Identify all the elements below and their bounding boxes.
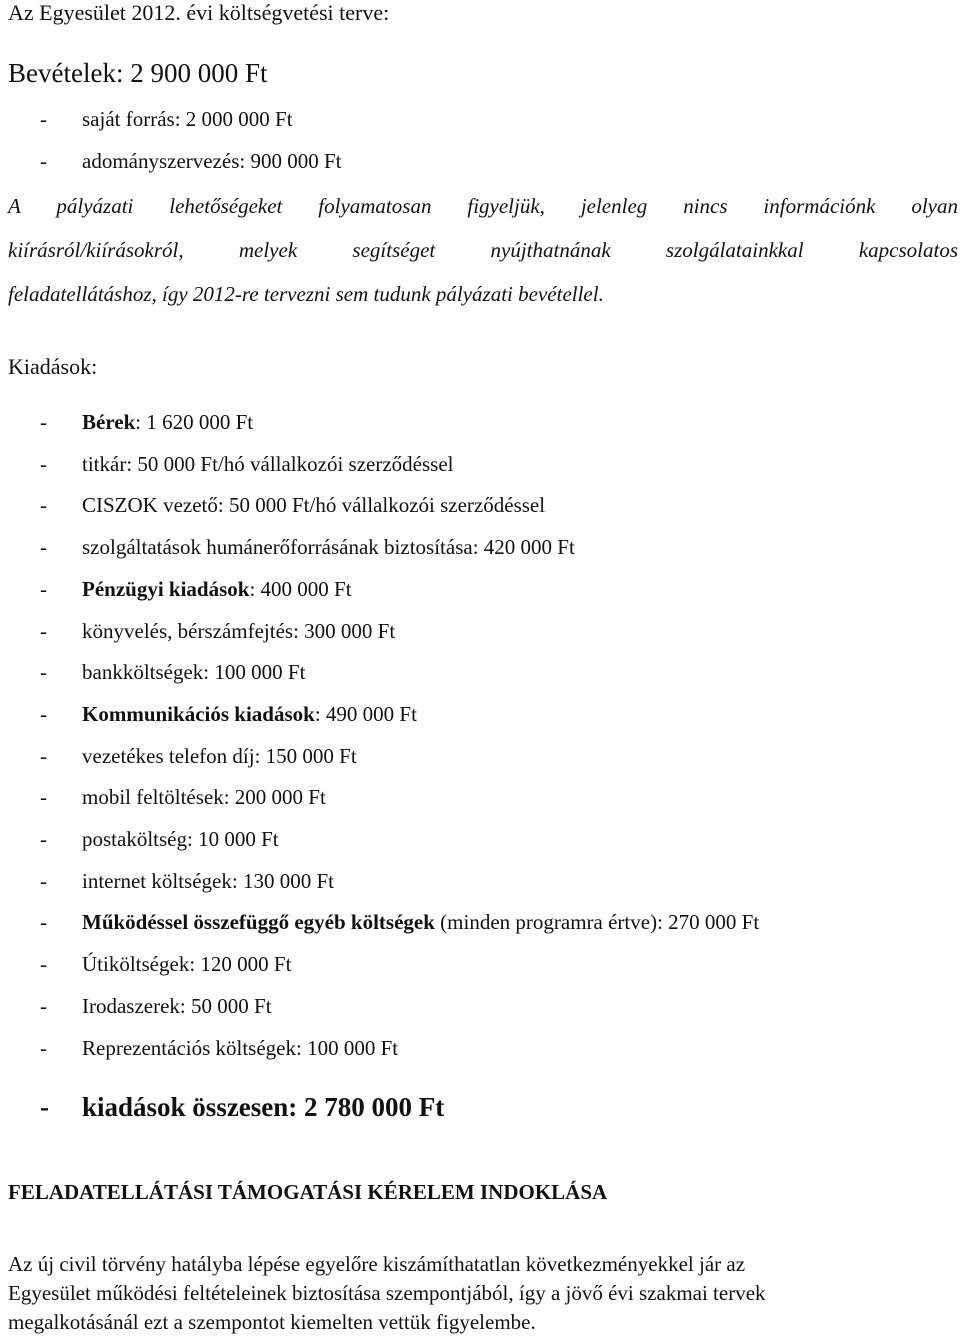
- justification-line: Egyesület működési feltételeinek biztosítása szempontjából, így a jövő évi szakmai tervek: [8, 1281, 766, 1305]
- expense-category-label: Kommunikációs kiadások: [82, 702, 315, 726]
- dash-marker: -: [40, 785, 47, 809]
- expense-item: [40, 743, 357, 769]
- justification-line: Az új civil törvény hatályba lépése egyelőre kiszámíthatatlan következményekkel jár az: [8, 1252, 746, 1276]
- expense-item: [40, 451, 454, 477]
- dash-marker: -: [40, 910, 47, 934]
- expense-item: [40, 951, 291, 977]
- expense-item: [40, 868, 334, 894]
- dash-marker: -: [40, 619, 47, 643]
- dash-marker: -: [40, 107, 47, 131]
- dash-marker: -: [40, 149, 47, 173]
- dash-marker: -: [40, 410, 47, 434]
- income-item-text: saját forrás: 2 000 000 Ft: [82, 107, 293, 131]
- dash-marker: -: [40, 660, 47, 684]
- expense-item: [40, 659, 305, 685]
- expense-item: [40, 492, 545, 518]
- expenses-total-text: kiadások összesen: 2 780 000 Ft: [82, 1092, 445, 1122]
- dash-marker: -: [40, 952, 47, 976]
- justification-paragraph: [8, 1250, 958, 1337]
- income-item: [40, 148, 342, 174]
- expense-item: [40, 826, 279, 852]
- dash-marker: -: [40, 577, 47, 601]
- tender-note-line: feladatellátáshoz, így 2012-re tervezni sem tudunk pályázati bevétellel.: [8, 282, 604, 306]
- income-item-text: adományszervezés: 900 000 Ft: [82, 149, 342, 173]
- expense-item-text: könyvelés, bérszámfejtés: 300 000 Ft: [82, 619, 396, 643]
- expense-item: [40, 909, 759, 935]
- expense-item: [40, 576, 352, 602]
- expense-item-text: Irodaszerek: 50 000 Ft: [82, 994, 272, 1018]
- dash-marker: -: [40, 452, 47, 476]
- expense-category-label: Pénzügyi kiadások: [82, 577, 250, 601]
- expense-item: [40, 701, 417, 727]
- expense-item: [40, 1035, 398, 1061]
- expense-item: [40, 618, 395, 644]
- justification-line: megalkotásánál ezt a szempontot kiemelten vettük figyelembe.: [8, 1310, 536, 1334]
- expense-item-text: : 490 000 Ft: [314, 702, 417, 726]
- expenses-total: [40, 1090, 444, 1124]
- expense-item-text: internet költségek: 130 000 Ft: [82, 869, 334, 893]
- expense-item-text: Útiköltségek: 120 000 Ft: [82, 952, 292, 976]
- dash-marker: -: [40, 1036, 47, 1060]
- expense-item-text: : 1 620 000 Ft: [135, 410, 254, 434]
- dash-marker: -: [40, 1092, 49, 1122]
- expense-item-text: mobil feltöltések: 200 000 Ft: [82, 785, 326, 809]
- expense-item-text: CISZOK vezető: 50 000 Ft/hó vállalkozói szerződéssel: [82, 493, 546, 517]
- expense-category-label: Bérek: [82, 410, 136, 434]
- income-title: Bevételek: 2 900 000 Ft: [8, 58, 268, 88]
- dash-marker: -: [40, 994, 47, 1018]
- dash-marker: -: [40, 493, 47, 517]
- expense-category-label: Működéssel összefüggő egyéb költségek: [82, 910, 435, 934]
- expense-item-text: bankköltségek: 100 000 Ft: [82, 660, 306, 684]
- expense-item: [40, 784, 326, 810]
- expense-item-text: szolgáltatások humánerőforrásának biztosítása: 420 000 Ft: [82, 535, 575, 559]
- expense-item-text: vezetékes telefon díj: 150 000 Ft: [82, 744, 357, 768]
- expense-item-text: Reprezentációs költségek: 100 000 Ft: [82, 1036, 399, 1060]
- dash-marker: -: [40, 827, 47, 851]
- expense-item: [40, 993, 272, 1019]
- tender-note: [8, 192, 958, 324]
- justification-title: FELADATELLÁTÁSI TÁMOGATÁSI KÉRELEM INDOKLÁSA: [8, 1180, 608, 1204]
- expense-item-text: (minden programra értve): 270 000 Ft: [434, 910, 760, 934]
- expenses-title: Kiadások:: [8, 354, 98, 379]
- dash-marker: -: [40, 869, 47, 893]
- dash-marker: -: [40, 702, 47, 726]
- tender-note-line: kiírásról/kiírásokról, melyek segítséget nyújthatnának szolgálatainkkal kapcsolatos: [8, 238, 958, 262]
- expense-item: [40, 534, 575, 560]
- budget-plan-heading: Az Egyesület 2012. évi költségvetési terve:: [8, 0, 390, 25]
- expense-item-text: : 400 000 Ft: [249, 577, 352, 601]
- expense-item-text: titkár: 50 000 Ft/hó vállalkozói szerződéssel: [82, 452, 454, 476]
- dash-marker: -: [40, 744, 47, 768]
- income-item: [40, 106, 293, 132]
- tender-note-line: A pályázati lehetőségeket folyamatosan figyeljük, jelenleg nincs információnk olyan: [8, 194, 958, 218]
- expense-item-text: postaköltség: 10 000 Ft: [82, 827, 279, 851]
- dash-marker: -: [40, 535, 47, 559]
- expense-item: [40, 409, 253, 435]
